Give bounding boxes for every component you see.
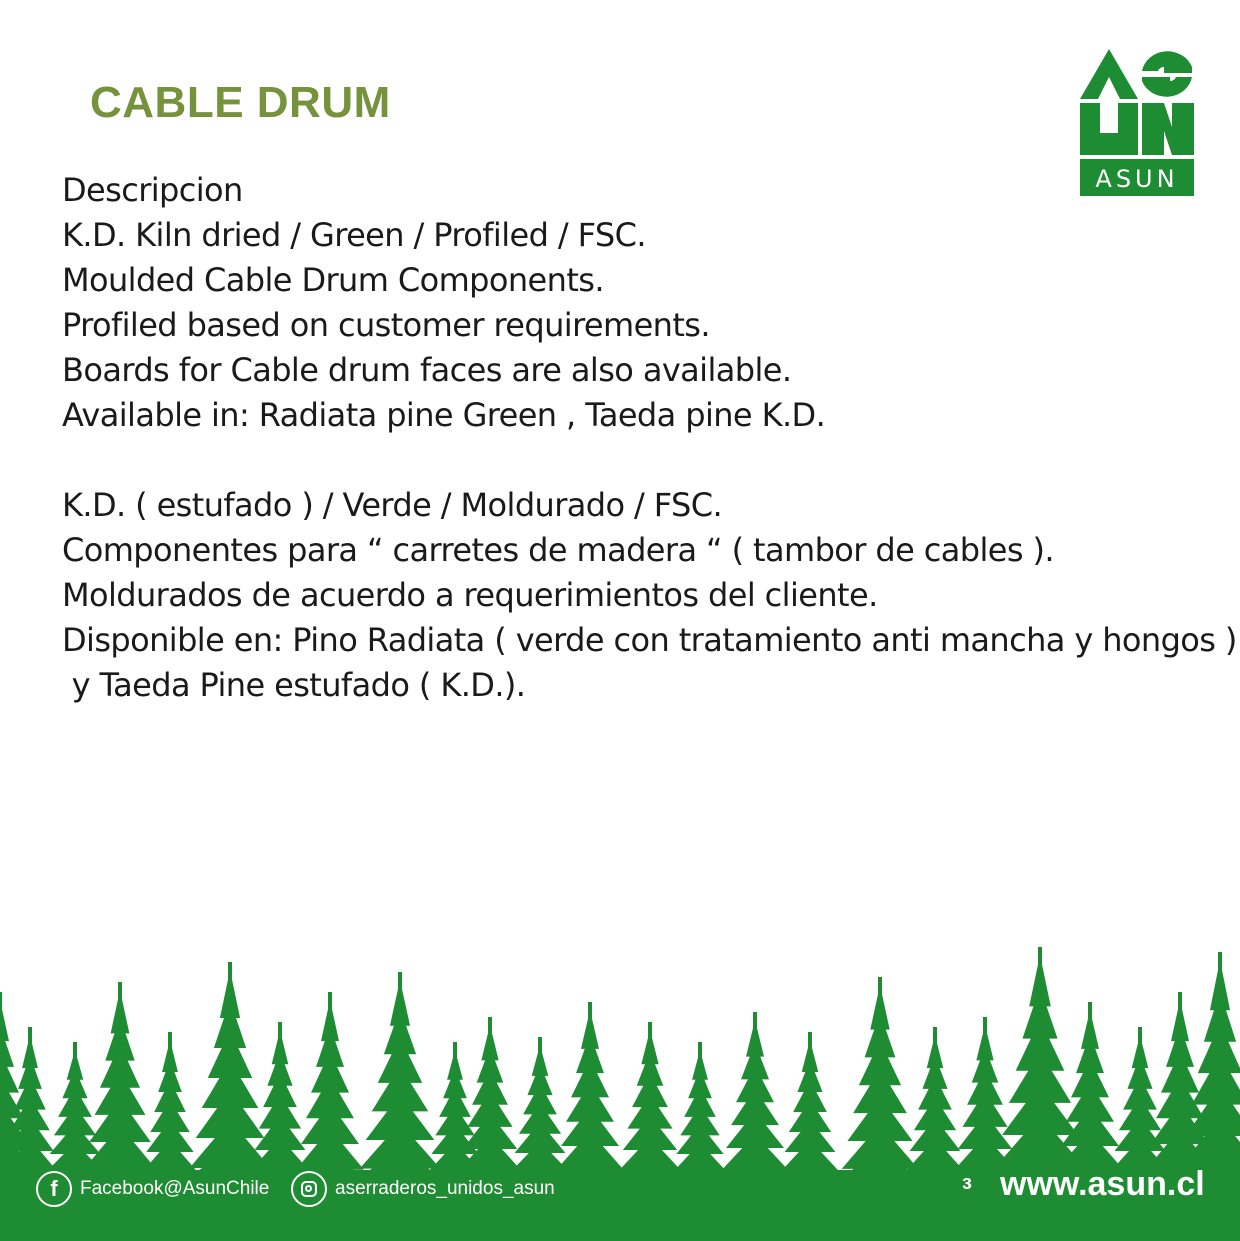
tree-trunk <box>488 1017 492 1180</box>
tree-trunk <box>648 1022 652 1180</box>
tree-trunk <box>73 1042 77 1180</box>
tree-trunk <box>328 992 332 1180</box>
tree-trunk <box>168 1032 172 1180</box>
instagram-icon <box>291 1171 327 1207</box>
instagram-link[interactable] <box>291 1169 555 1209</box>
tree-trunk <box>1038 947 1042 1180</box>
tree-trunk <box>538 1037 542 1180</box>
tree-trunk <box>1218 952 1222 1180</box>
text-line: K.D. Kiln dried / Green / Profiled / FSC. <box>62 216 646 254</box>
description-block <box>62 168 1237 708</box>
tree-trunk <box>878 977 882 1180</box>
text-line: Moldurados de acuerdo a requerimientos del cliente. <box>62 576 878 614</box>
tree-trunk <box>588 1002 592 1180</box>
tree-trunk <box>398 972 402 1180</box>
text-line: y Taeda Pine estufado ( K.D.). <box>62 666 526 704</box>
tree-trunk <box>28 1027 32 1180</box>
tree-trunk <box>228 962 232 1180</box>
website-link[interactable]: www.asun.cl <box>1000 1165 1205 1203</box>
text-line: Moulded Cable Drum Components. <box>62 261 604 299</box>
tree-trunk <box>1178 992 1182 1180</box>
page-title: CABLE DRUM <box>90 78 391 127</box>
facebook-icon: f <box>36 1171 72 1207</box>
text-line: Componentes para “ carretes de madera “ ( tambor de cables ). <box>62 531 1054 569</box>
tree-trunk <box>983 1017 987 1180</box>
tree-trunk <box>1138 1027 1142 1180</box>
paragraph-gap <box>62 438 1232 483</box>
text-line: Available in: Radiata pine Green , Taeda pine K.D. <box>62 396 826 434</box>
tree-trunk <box>0 992 2 1180</box>
text-line: Descripcion <box>62 171 243 209</box>
tree-trunk <box>1088 1002 1092 1180</box>
tree-trunk <box>808 1032 812 1180</box>
instagram-handle: aserraderos_unidos_asun <box>335 1178 555 1199</box>
tree-trunk <box>453 1042 457 1180</box>
cursor-icon: ɜ <box>962 1172 972 1194</box>
text-line: Profiled based on customer requirements. <box>62 306 710 344</box>
tree-trunk <box>278 1022 282 1180</box>
tree-trunk <box>118 982 122 1180</box>
facebook-link[interactable] <box>36 1169 269 1209</box>
tree-trunk <box>698 1042 702 1180</box>
tree-trunk <box>753 1012 757 1180</box>
text-line: Disponible en: Pino Radiata ( verde con tratamiento anti mancha y hongos ) <box>62 621 1237 659</box>
logo-brand-text: ASUN <box>1095 165 1179 193</box>
text-line: Boards for Cable drum faces are also available. <box>62 351 792 389</box>
text-line: K.D. ( estufado ) / Verde / Moldurado / FSC. <box>62 486 723 524</box>
tree-trunk <box>933 1027 937 1180</box>
facebook-handle: Facebook@AsunChile <box>80 1178 270 1199</box>
